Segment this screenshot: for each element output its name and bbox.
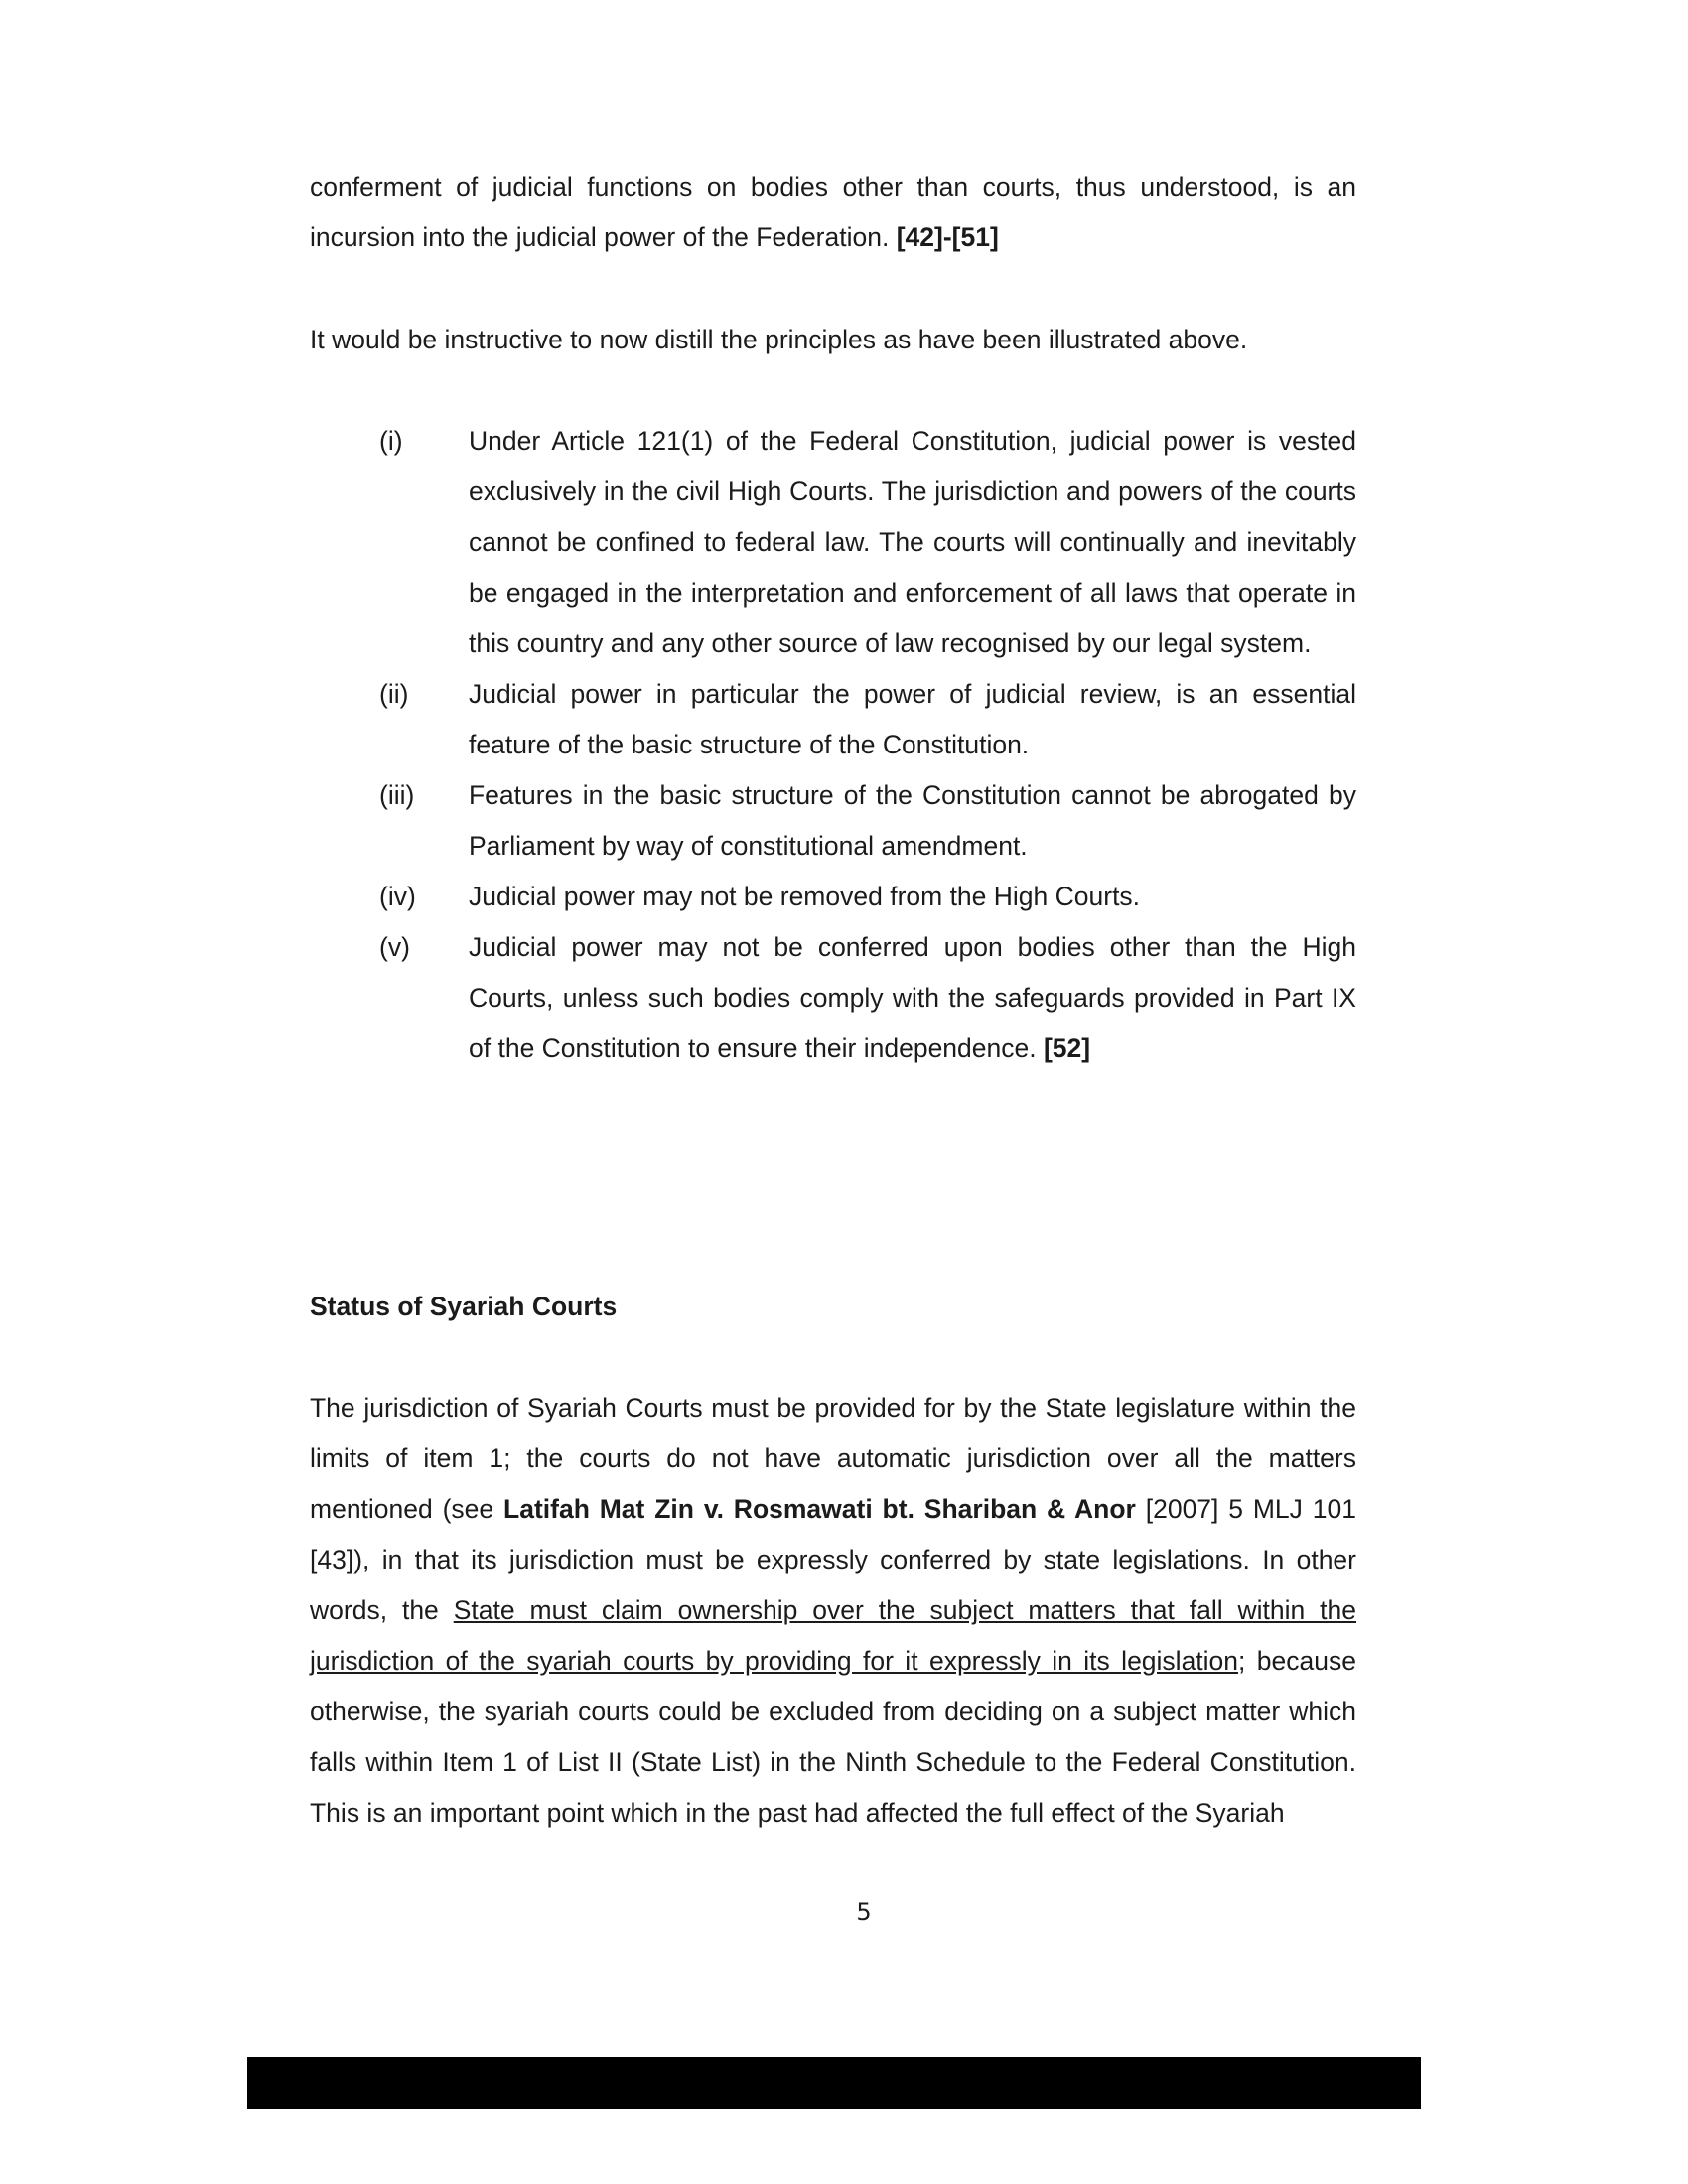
principle-text-body: Judicial power may not be conferred upon bodies other than the High Courts, unless such bodies comply with the safeguards provided in Part IX of the Constitution to ensure their independence.: [469, 932, 1356, 1063]
principle-number: (ii): [379, 679, 409, 709]
paragraph-syariah-jurisdiction: [310, 1383, 1356, 1839]
principle-number: (v): [379, 932, 410, 962]
principle-item: [310, 922, 1356, 1074]
paragraph-text: The jurisdiction of Syariah Courts must be provided for by the State legislature within the limits of item 1; the courts do not have automatic jurisdiction over all the matters mentioned (see: [310, 1393, 1356, 1524]
paragraph-distill-principles: It would be instructive to now distill the principles as have been illustrated above.: [310, 325, 1248, 354]
underlined-text: State must claim ownership over the subject matters that fall within the jurisdiction of the syariah courts by providing for it expressly in its legislation: [310, 1595, 1356, 1676]
principle-text: [469, 922, 1356, 1074]
principle-number: (iii): [379, 780, 415, 810]
reference-marker: [42]-[51]: [896, 222, 999, 252]
paragraph-text: conferment of judicial functions on bodies other than courts, thus understood, is an incursion into the judicial power of the Federation.: [310, 172, 1356, 252]
principle-item: [310, 416, 1356, 669]
principle-number: (i): [379, 426, 403, 456]
principle-text: Features in the basic structure of the Constitution cannot be abrogated by Parliament by way of constitutional amendment.: [469, 780, 1356, 861]
principle-item: [310, 770, 1356, 872]
principle-text: Judicial power may not be removed from the High Courts.: [469, 882, 1141, 911]
paragraph-text: [2007] 5 MLJ 101 [43]), in that its jurisdiction must be expressly conferred by state legislations. In other words, the: [310, 1494, 1356, 1625]
redaction-bar: [247, 2057, 1421, 2109]
principle-item: [310, 872, 1356, 922]
principles-list: [310, 416, 1356, 1074]
principle-text: Under Article 121(1) of the Federal Constitution, judicial power is vested exclusively in the civil High Courts. The jurisdiction and powers of the courts cannot be confined to federal law. The courts will continually and inevitably be engaged in the interpretation and enforcement of all laws that operate in this country and any other source of law recognised by our legal system.: [469, 426, 1356, 658]
paragraph-judicial-functions: [310, 162, 1356, 263]
principle-item: [310, 669, 1356, 770]
paragraph-text: ; because otherwise, the syariah courts could be excluded from deciding on a subject matter which falls within Item 1 of List II (State List) in the Ninth Schedule to the Federal Constitution. This is an important point which in the past had affected the full effect of the Syariah: [310, 1646, 1356, 1828]
principle-number: (iv): [379, 882, 416, 911]
page-number: 5: [856, 1898, 872, 1926]
section-heading: Status of Syariah Courts: [310, 1292, 618, 1321]
case-citation: Latifah Mat Zin v. Rosmawati bt. Shariban & Anor: [503, 1494, 1136, 1524]
reference-marker: [52]: [1043, 1033, 1091, 1063]
principle-text: Judicial power in particular the power of judicial review, is an essential feature of the basic structure of the Constitution.: [469, 679, 1356, 759]
